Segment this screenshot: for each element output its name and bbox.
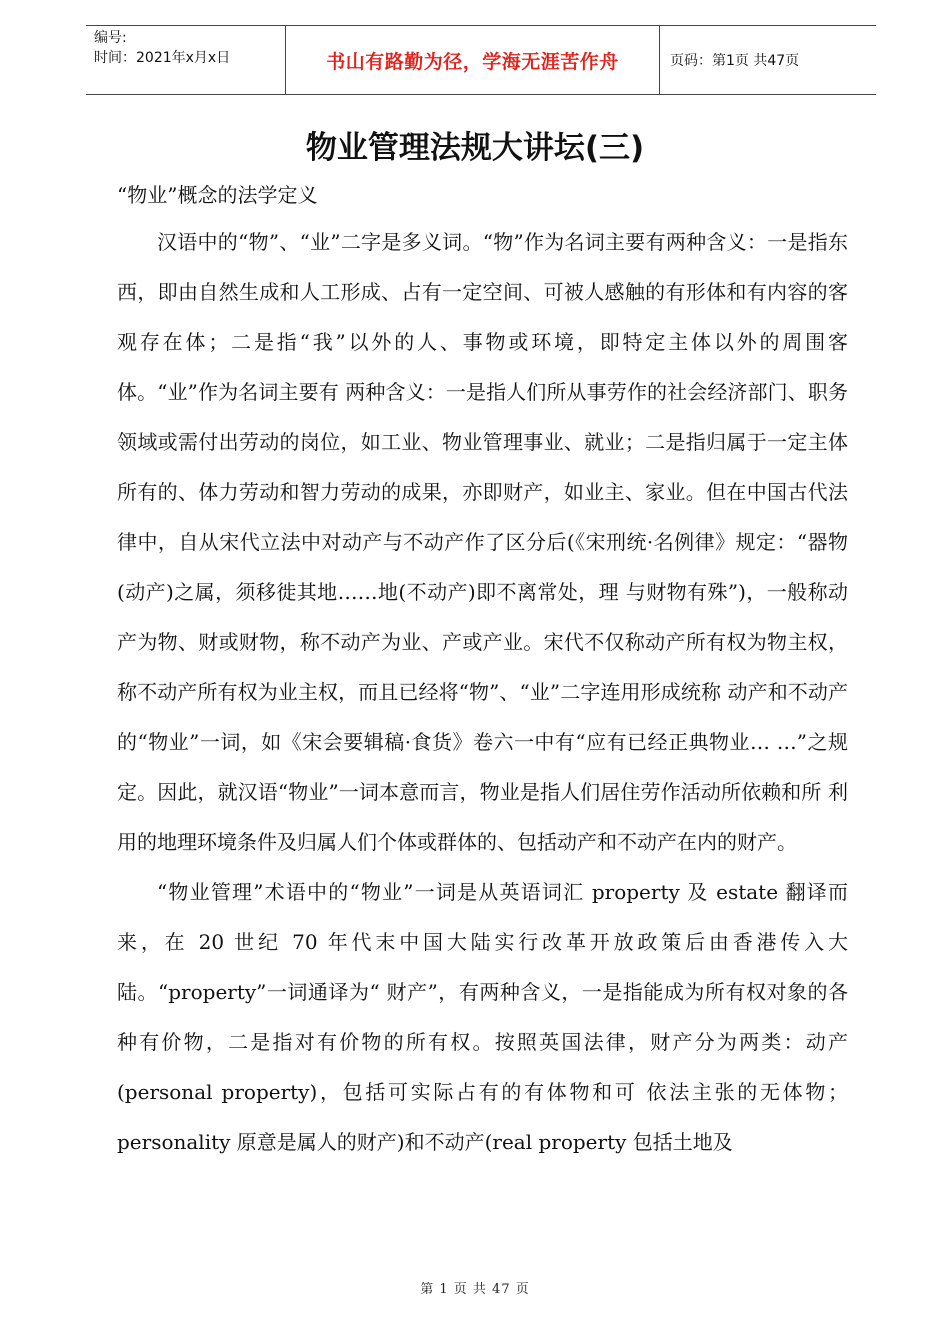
number-label: 编号:	[94, 30, 127, 46]
document-header	[86, 25, 876, 95]
time-label: 时间：2021年x月x日	[94, 50, 231, 66]
document-title: 物业管理法规大讲坛(三)	[305, 130, 645, 166]
page-footer: 第 1 页 共 47 页	[420, 1282, 530, 1297]
paragraph: 汉语中的“物”、“业”二字是多义词。“物”作为名词主要有两种含义：一是指东西，即由自然生成和人工形成、占有一定空间、可被人感触的有形体和有内容的客观存在体；二是指“我”以外的人、事物或环境，即特定主体以外的周围客体。“业”作为名词主要有 两种含义：一是指人们所从事劳作的社会经济部门、职务领域或需付出劳动的岗位，如工业、物业管理事业、就业；二是指归属于一定主体所有的、体力劳动和智力劳动的成果，亦即财产，如业主、家业。但在中国古代法律中，自从宋代立法中对动产与不动产作了区分后(《宋刑统·名例律》规定：“器物(动产)之属，须移徙其地……地(不动产)即不离常处，理 与财物有殊”)，一般称动产为物、财或财物，称不动产为业、产或产业。宋代不仅称动产所有权为物主权，称不动产所有权为业主权，而且已经将“物”、“业”二字连用形成统称 动产和不动产的“物业”一词，如《宋会要辑稿·食货》卷六一中有“应有已经正典物业… …”之规定。因此，就汉语“物业”一词本意而言，物业是指人们居住劳作活动所依赖和所 利用的地理环境条件及归属人们个体或群体的、包括动产和不动产在内的财产。	[117, 230, 848, 854]
paragraph: “物业管理”术语中的“物业”一词是从英语词汇 property 及 estate 翻译而来，在 20 世纪 70 年代末中国大陆实行改革开放政策后由香港传入大陆。“property”一词通译为“ 财产”，有两种含义，一是指能成为所有权对象的各种有价物，二是指对有价物的所有权。按照英国法律，财产分为两类：动产(personal property)，包括可实际占有的有体物和可 依法主张的无体物；personality 原意是属人的财产)和不动产(real property 包括土地及	[117, 880, 848, 1154]
header-meta	[86, 26, 286, 94]
header-page-info: 页码：第1页 共47页	[670, 53, 800, 69]
header-motto: 书山有路勤为径，学海无涯苦作舟	[286, 26, 660, 94]
section-heading: “物业”概念的法学定义	[117, 183, 318, 207]
document-body	[117, 177, 848, 1167]
